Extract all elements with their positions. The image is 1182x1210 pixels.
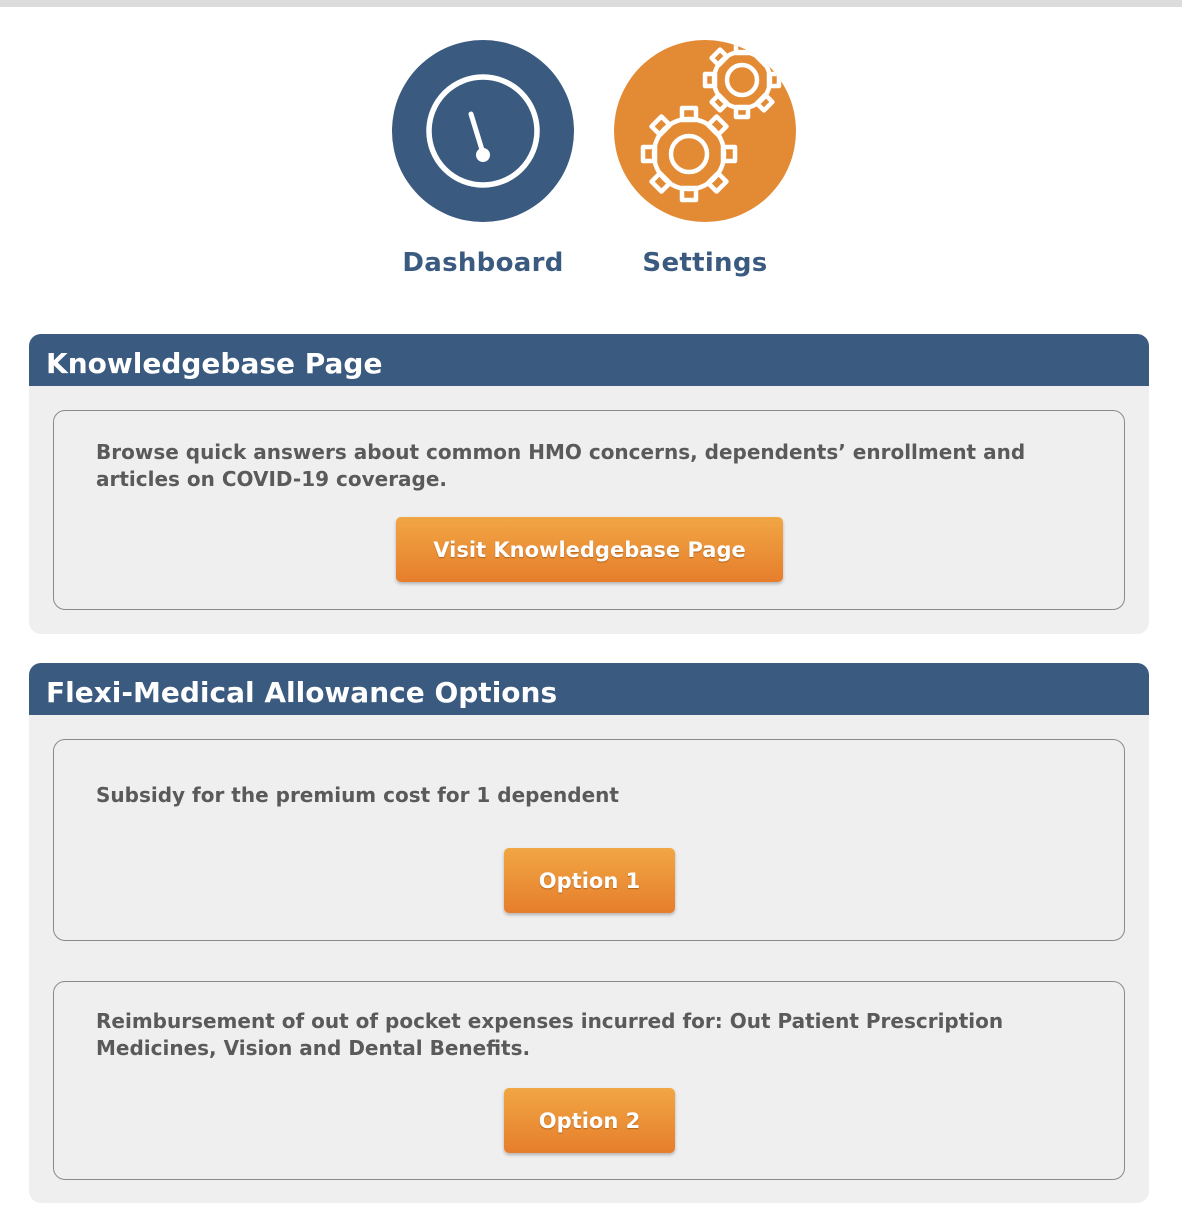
option-2-description: Reimbursement of out of pocket expenses incurred for: Out Patient Prescription Medicines, Vision and Dental Benefits. bbox=[96, 1009, 1004, 1060]
option-2-card bbox=[53, 981, 1125, 1180]
option-1-description: Subsidy for the premium cost for 1 dependent bbox=[96, 783, 619, 807]
flexi-medical-panel-title: Flexi-Medical Allowance Options bbox=[29, 663, 1149, 715]
top-bar bbox=[0, 0, 1182, 7]
settings-circle[interactable] bbox=[614, 40, 796, 222]
option-2-button[interactable]: Option 2 bbox=[504, 1088, 675, 1153]
speedometer-icon bbox=[392, 40, 574, 222]
option-1-card bbox=[53, 739, 1125, 941]
settings-link[interactable] bbox=[605, 40, 805, 278]
option-1-button[interactable]: Option 1 bbox=[504, 848, 675, 913]
dashboard-link[interactable] bbox=[383, 40, 583, 278]
settings-label[interactable]: Settings bbox=[642, 248, 768, 278]
knowledgebase-panel-title: Knowledgebase Page bbox=[29, 334, 1149, 386]
gears-icon bbox=[614, 40, 796, 222]
knowledgebase-panel bbox=[29, 334, 1149, 634]
dashboard-label[interactable]: Dashboard bbox=[402, 248, 564, 278]
flexi-medical-panel bbox=[29, 663, 1149, 1203]
knowledgebase-card bbox=[53, 410, 1125, 610]
knowledgebase-description: Browse quick answers about common HMO concerns, dependents’ enrollment and articles on COVID-19 coverage. bbox=[96, 440, 1026, 491]
visit-knowledgebase-button[interactable]: Visit Knowledgebase Page bbox=[396, 517, 783, 582]
dashboard-circle[interactable] bbox=[392, 40, 574, 222]
